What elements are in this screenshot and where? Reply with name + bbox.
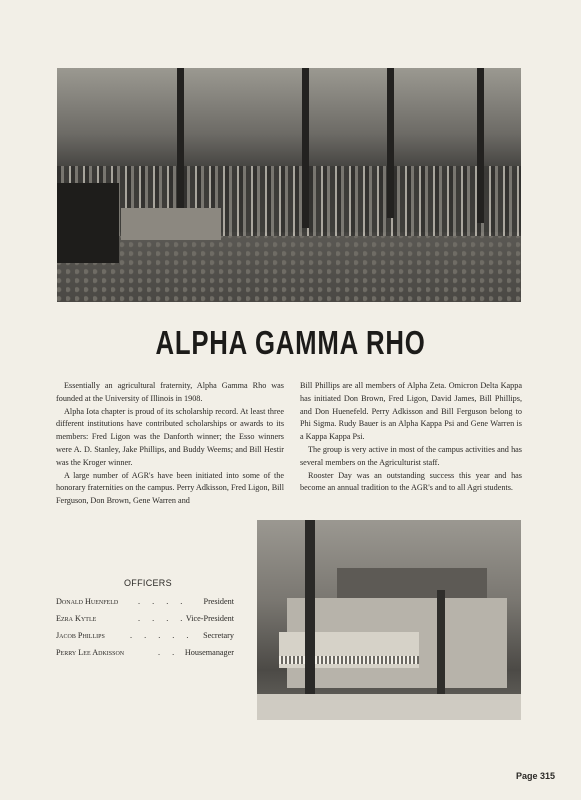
photo-tree bbox=[302, 68, 309, 228]
officer-row bbox=[56, 630, 234, 642]
officer-role: President bbox=[203, 597, 234, 606]
paragraph: Bill Phillips are all members of Alpha Zeta. Omicron Delta Kappa has initiated Don Brown, Fred Ligon, David James, Bill Phillips, and Don Huenefeld. Perry Adkisson and Bill Ferguson belong to Phi Sigma. Rudy Bauer is an Alpha Kappa Psi and Gene Warren is a Kappa Kappa Psi. bbox=[300, 381, 522, 442]
photo-tree bbox=[387, 68, 394, 218]
paragraph: Alpha Iota chapter is proud of its scholarship record. At least three different institutions have contributed scholarships or awards to its members: Fred Ligon was the Danforth winner; the Esso winners were A. D. Stanley, Jake Phillips, and Buddy Weems; and Bill Hestir was the Kroger winner. bbox=[56, 406, 284, 467]
chapter-house-photo bbox=[257, 520, 521, 720]
officer-name: Perry Lee Adkisson bbox=[56, 648, 125, 657]
paragraph: A large number of AGR's have been initiated into some of the honorary fraternities on the campus. Perry Adkisson, Fred Ligon, Bill Ferguson, Don Brown, Gene Warren and bbox=[56, 470, 284, 506]
photo-porch-rail bbox=[279, 656, 419, 664]
photo-roof bbox=[337, 568, 487, 598]
paragraph: Rooster Day was an outstanding success this year and has become an annual tradition to the AGR's and to all Agri students. bbox=[300, 470, 522, 493]
officer-dots: . . bbox=[158, 648, 180, 657]
page-title: ALPHA GAMMA RHO bbox=[155, 324, 426, 361]
photo-tree bbox=[477, 68, 484, 223]
officer-role: Vice-President bbox=[185, 614, 234, 623]
photo-tree bbox=[305, 520, 315, 720]
officer-dots: . . . . . bbox=[130, 631, 194, 640]
paragraph: Essentially an agricultural fraternity, Alpha Gamma Rho was founded at the University of Illinois in 1908. bbox=[56, 381, 284, 403]
photo-ground-leaves bbox=[57, 232, 521, 302]
photo-ground bbox=[257, 694, 521, 720]
officer-dots: . . . . bbox=[138, 614, 188, 623]
officer-role: Secretary bbox=[203, 631, 234, 640]
photo-table bbox=[121, 208, 221, 240]
officer-row bbox=[56, 596, 234, 608]
right-text-column bbox=[300, 380, 522, 495]
officer-name: Ezra Kytle bbox=[56, 614, 97, 623]
officer-row bbox=[56, 613, 234, 625]
rooster-day-crowd-photo bbox=[57, 68, 521, 302]
officer-name: Jacob Phillips bbox=[56, 631, 105, 640]
page-number: Page 315 bbox=[515, 771, 555, 781]
officer-dots: . . . . bbox=[138, 597, 188, 606]
officers-heading: OFFICERS bbox=[124, 578, 172, 588]
paragraph: The group is very active in most of the campus activities and has several members on the Agriculturist staff. bbox=[300, 444, 522, 467]
photo-truck bbox=[57, 183, 119, 263]
left-text-column bbox=[56, 380, 284, 508]
officer-role: Housemanager bbox=[184, 648, 234, 657]
officer-name: Donald Huenfeld bbox=[56, 597, 119, 606]
officer-row bbox=[56, 647, 234, 659]
